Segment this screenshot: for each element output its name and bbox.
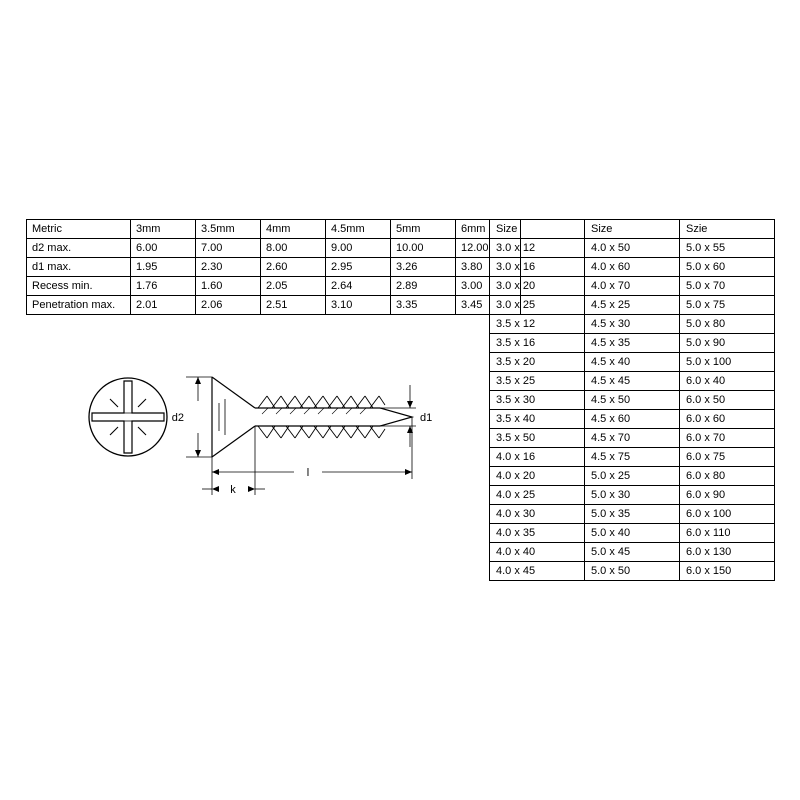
size-cell: 3.0 x 12: [490, 239, 585, 258]
table-row: [490, 258, 775, 277]
spec-cell: 6.00: [131, 239, 196, 258]
size-cell: 6.0 x 130: [680, 543, 775, 562]
size-cell: 5.0 x 75: [680, 296, 775, 315]
size-cell: 6.0 x 75: [680, 448, 775, 467]
table-row: [490, 220, 775, 239]
spec-row-label: Recess min.: [27, 277, 131, 296]
size-cell: 3.5 x 16: [490, 334, 585, 353]
spec-cell: 2.05: [261, 277, 326, 296]
table-row: [490, 562, 775, 581]
table-row: [490, 391, 775, 410]
table-row: [490, 296, 775, 315]
size-cell: 4.0 x 40: [490, 543, 585, 562]
spec-header-3mm: 3mm: [131, 220, 196, 239]
spec-header-5mm: 5mm: [391, 220, 456, 239]
size-cell: 4.5 x 75: [585, 448, 680, 467]
size-cell: 6.0 x 40: [680, 372, 775, 391]
table-row: [490, 372, 775, 391]
table-row: [490, 467, 775, 486]
size-cell: 4.5 x 70: [585, 429, 680, 448]
size-cell: 5.0 x 80: [680, 315, 775, 334]
size-header: Size: [490, 220, 585, 239]
spec-cell: 1.76: [131, 277, 196, 296]
spec-cell: 3.00: [456, 277, 521, 296]
size-cell: 4.0 x 70: [585, 277, 680, 296]
size-cell: 5.0 x 40: [585, 524, 680, 543]
dimension-label-k: k: [230, 484, 236, 496]
size-cell: 4.0 x 16: [490, 448, 585, 467]
size-cell: 5.0 x 55: [680, 239, 775, 258]
table-row: [490, 486, 775, 505]
size-cell: 4.5 x 30: [585, 315, 680, 334]
spec-cell: 3.80: [456, 258, 521, 277]
size-cell: 5.0 x 90: [680, 334, 775, 353]
spec-header-4mm: 4mm: [261, 220, 326, 239]
size-header: Szie: [680, 220, 775, 239]
size-cell: 4.0 x 60: [585, 258, 680, 277]
size-cell: 5.0 x 60: [680, 258, 775, 277]
size-cell: 3.5 x 20: [490, 353, 585, 372]
spec-cell: 3.35: [391, 296, 456, 315]
size-cell: 4.0 x 45: [490, 562, 585, 581]
size-cell: 3.5 x 40: [490, 410, 585, 429]
spec-cell: 2.51: [261, 296, 326, 315]
size-cell: 4.0 x 30: [490, 505, 585, 524]
table-row: [490, 524, 775, 543]
size-cell: 3.0 x 25: [490, 296, 585, 315]
size-cell: 3.5 x 50: [490, 429, 585, 448]
spec-cell: 2.06: [196, 296, 261, 315]
size-cell: 6.0 x 70: [680, 429, 775, 448]
dimension-label-l: l: [306, 467, 310, 479]
size-cell: 4.5 x 25: [585, 296, 680, 315]
size-cell: 5.0 x 25: [585, 467, 680, 486]
dimension-d2: [186, 377, 212, 457]
size-cell: 6.0 x 80: [680, 467, 775, 486]
size-cell: 6.0 x 50: [680, 391, 775, 410]
spec-cell: 3.45: [456, 296, 521, 315]
size-cell: 3.5 x 12: [490, 315, 585, 334]
size-cell: 6.0 x 60: [680, 410, 775, 429]
size-cell: 6.0 x 90: [680, 486, 775, 505]
spec-cell: 2.60: [261, 258, 326, 277]
table-row: [27, 296, 521, 315]
spec-cell: 9.00: [326, 239, 391, 258]
spec-cell: 8.00: [261, 239, 326, 258]
size-cell: 4.5 x 50: [585, 391, 680, 410]
size-cell: 4.0 x 20: [490, 467, 585, 486]
spec-row-label: d2 max.: [27, 239, 131, 258]
dimension-label-d2: d2: [171, 412, 184, 424]
spec-row-label: Penetration max.: [27, 296, 131, 315]
table-row: [490, 448, 775, 467]
spec-header-6mm: 6mm: [456, 220, 521, 239]
table-row: [490, 410, 775, 429]
size-cell: 5.0 x 50: [585, 562, 680, 581]
size-cell: 5.0 x 35: [585, 505, 680, 524]
spec-cell: 2.95: [326, 258, 391, 277]
size-cell: 4.0 x 25: [490, 486, 585, 505]
size-header: Size: [585, 220, 680, 239]
size-cell: 5.0 x 45: [585, 543, 680, 562]
spec-cell: 1.60: [196, 277, 261, 296]
size-cell: 6.0 x 110: [680, 524, 775, 543]
screw-technical-drawing: [80, 355, 460, 505]
spec-cell: 10.00: [391, 239, 456, 258]
size-cell: 4.0 x 50: [585, 239, 680, 258]
size-cell: 4.5 x 35: [585, 334, 680, 353]
spec-cell: 12.00: [456, 239, 521, 258]
table-row: [27, 277, 521, 296]
spec-cell: 7.00: [196, 239, 261, 258]
table-row: [27, 239, 521, 258]
spec-header-3-5mm: 3.5mm: [196, 220, 261, 239]
size-cell: 4.5 x 40: [585, 353, 680, 372]
metric-specification-table: [26, 219, 521, 315]
screw-size-table: [489, 219, 775, 581]
table-row: [27, 258, 521, 277]
table-row: [490, 505, 775, 524]
screw-side-view: [212, 377, 412, 457]
spec-cell: 1.95: [131, 258, 196, 277]
table-row: [490, 353, 775, 372]
pozidriv-head-icon: [89, 378, 167, 456]
size-cell: 5.0 x 70: [680, 277, 775, 296]
table-row: [490, 277, 775, 296]
spec-cell: 2.89: [391, 277, 456, 296]
table-row: [490, 239, 775, 258]
spec-row-label: d1 max.: [27, 258, 131, 277]
size-cell: 5.0 x 100: [680, 353, 775, 372]
size-cell: 4.5 x 60: [585, 410, 680, 429]
size-cell: 3.5 x 25: [490, 372, 585, 391]
table-row: [490, 315, 775, 334]
spec-header-metric: Metric: [27, 220, 131, 239]
size-cell: 6.0 x 150: [680, 562, 775, 581]
size-cell: 3.5 x 30: [490, 391, 585, 410]
table-row: [490, 543, 775, 562]
size-cell: 5.0 x 30: [585, 486, 680, 505]
table-row: [490, 429, 775, 448]
size-cell: 3.0 x 16: [490, 258, 585, 277]
spec-cell: 3.26: [391, 258, 456, 277]
size-cell: 3.0 x 20: [490, 277, 585, 296]
size-cell: 4.0 x 35: [490, 524, 585, 543]
dimension-label-d1: d1: [420, 412, 433, 424]
table-row: [490, 334, 775, 353]
table-row: [27, 220, 521, 239]
size-cell: 6.0 x 100: [680, 505, 775, 524]
size-cell: 4.5 x 45: [585, 372, 680, 391]
spec-cell: 3.10: [326, 296, 391, 315]
spec-header-4-5mm: 4.5mm: [326, 220, 391, 239]
spec-cell: 2.30: [196, 258, 261, 277]
spec-cell: 2.64: [326, 277, 391, 296]
spec-cell: 2.01: [131, 296, 196, 315]
